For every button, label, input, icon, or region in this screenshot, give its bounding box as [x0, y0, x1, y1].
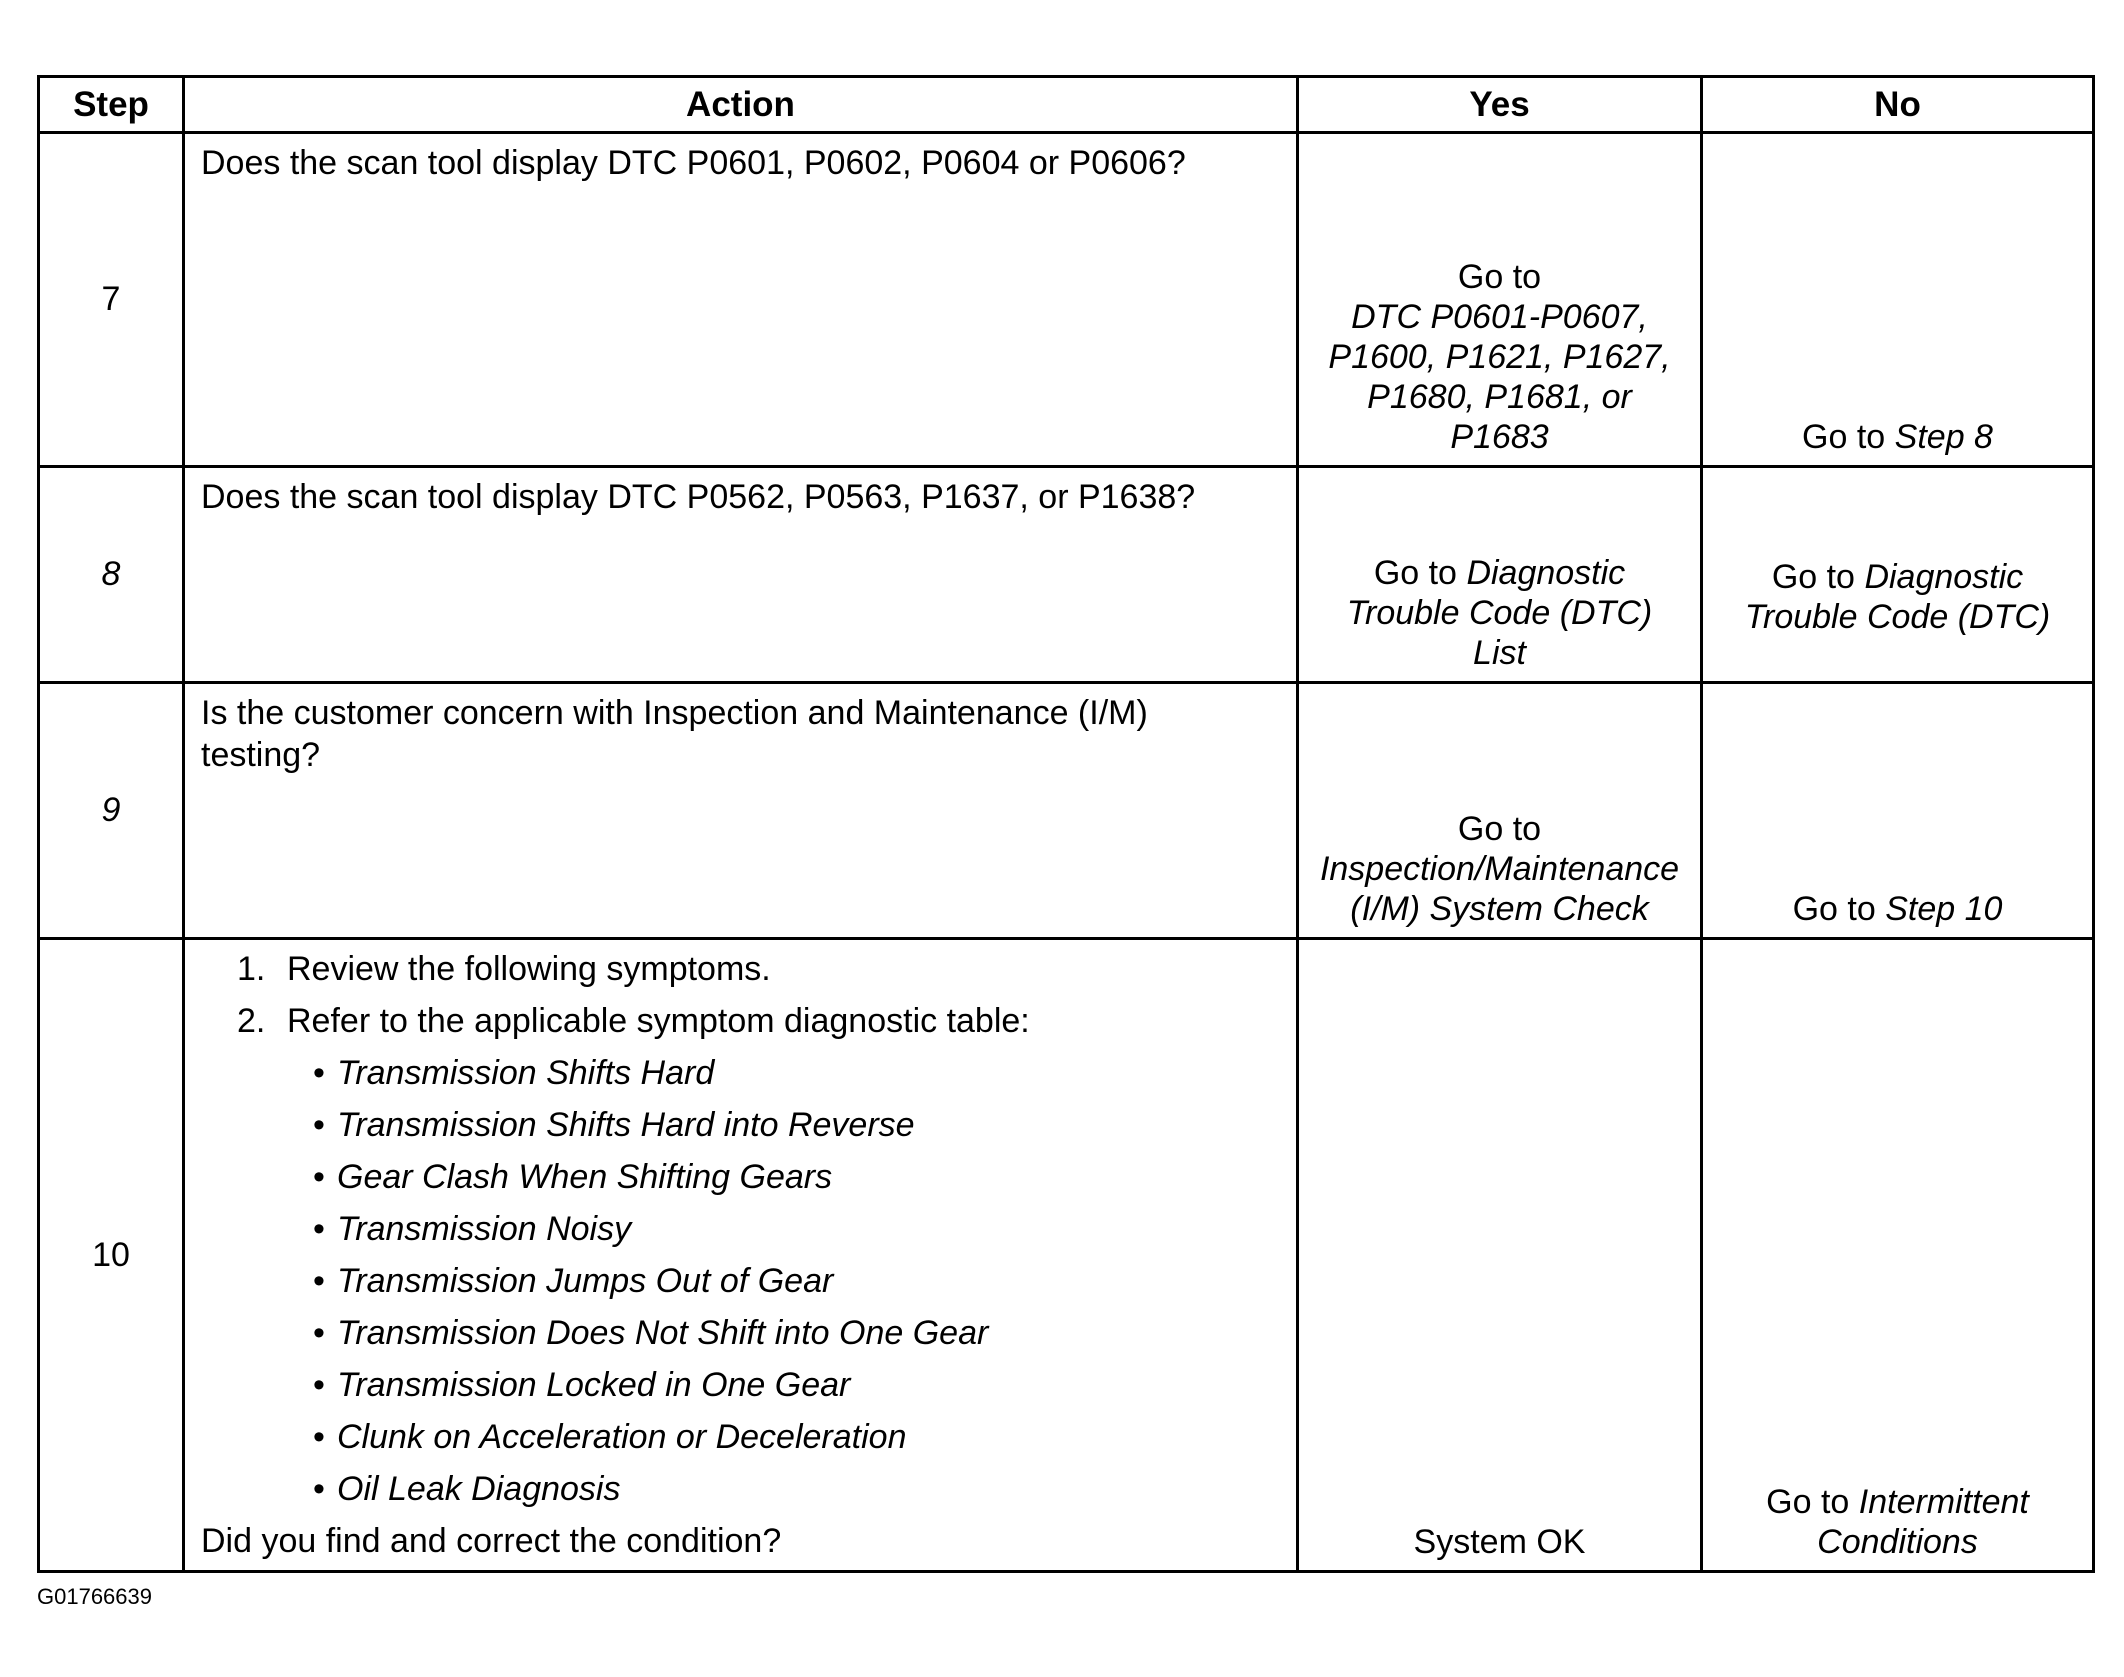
action-cell [184, 939, 1298, 1572]
yes-cell [1298, 133, 1702, 467]
no-cell [1702, 133, 2094, 467]
symptom-item [201, 1104, 1282, 1146]
list-number: 1. [237, 950, 266, 988]
bullet-icon: • [313, 1470, 325, 1508]
table-row-step-9 [39, 683, 2094, 939]
no-cell [1702, 939, 2094, 1572]
no-prefix: Go to [1802, 418, 1886, 456]
symptom-item [201, 1156, 1282, 1198]
yes-prefix: Go to [1457, 810, 1542, 848]
bullet-icon: • [313, 1366, 325, 1404]
symptom-link[interactable]: Transmission Does Not Shift into One Gear [337, 1314, 989, 1352]
no-link-line[interactable]: Conditions [1817, 1523, 1978, 1561]
figure-id: G01766639 [37, 1584, 152, 1609]
bullet-icon: • [313, 1106, 325, 1144]
step-number: 9 [39, 683, 184, 939]
yes-prefix: Go to [1373, 554, 1457, 592]
symptom-item [201, 1208, 1282, 1250]
symptom-link[interactable]: Transmission Locked in One Gear [337, 1366, 851, 1404]
table-row-step-8 [39, 467, 2094, 683]
bullet-icon: • [313, 1054, 325, 1092]
action-cell [184, 133, 1298, 467]
symptom-item [201, 1364, 1282, 1406]
symptom-link[interactable]: Oil Leak Diagnosis [337, 1470, 621, 1508]
column-header-action: Action [184, 77, 1298, 133]
yes-link-line[interactable]: Trouble Code (DTC) [1346, 594, 1653, 632]
bullet-icon: • [313, 1314, 325, 1352]
list-item [201, 1000, 1282, 1042]
symptom-item [201, 1052, 1282, 1094]
symptom-item [201, 1416, 1282, 1458]
action-question: Does the scan tool display DTC P0562, P0563, P1637, or P1638? [201, 478, 1196, 516]
column-header-yes: Yes [1298, 77, 1702, 133]
table-row-step-10 [39, 939, 2094, 1572]
no-cell [1702, 467, 2094, 683]
action-cell [184, 467, 1298, 683]
symptom-item [201, 1312, 1282, 1354]
table-header-row [39, 77, 2094, 133]
symptom-link[interactable]: Transmission Noisy [337, 1210, 632, 1248]
bullet-icon: • [313, 1158, 325, 1196]
yes-link-line[interactable]: Diagnostic [1466, 554, 1626, 592]
action-question-line: testing? [201, 736, 321, 774]
yes-link-line[interactable]: P1600, P1621, P1627, [1328, 338, 1671, 376]
no-prefix: Go to [1792, 890, 1876, 928]
step-number: 7 [39, 133, 184, 467]
no-link[interactable]: Step 8 [1894, 418, 1993, 456]
numbered-instructions [201, 948, 1282, 1042]
symptom-link[interactable]: Transmission Shifts Hard into Reverse [337, 1106, 915, 1144]
no-link-line[interactable]: Diagnostic [1864, 558, 2024, 596]
no-cell [1702, 683, 2094, 939]
yes-prefix: Go to [1457, 258, 1542, 296]
no-prefix: Go to [1766, 1483, 1850, 1521]
bullet-icon: • [313, 1418, 325, 1456]
action-question-line: Is the customer concern with Inspection and Maintenance (I/M) [201, 694, 1148, 732]
column-header-no: No [1702, 77, 2094, 133]
bullet-icon: • [313, 1210, 325, 1248]
yes-link-line[interactable]: DTC P0601-P0607, [1351, 298, 1648, 336]
action-question: Does the scan tool display DTC P0601, P0602, P0604 or P0606? [201, 144, 1186, 182]
step-number: 10 [39, 939, 184, 1572]
yes-link-line[interactable]: Inspection/Maintenance [1319, 850, 1680, 888]
symptom-link[interactable]: Transmission Jumps Out of Gear [337, 1262, 834, 1300]
list-text: Refer to the applicable symptom diagnostic table: [287, 1002, 1030, 1040]
yes-cell [1298, 939, 1702, 1572]
table-row-step-7 [39, 133, 2094, 467]
no-link-line[interactable]: Intermittent [1858, 1483, 2029, 1521]
action-cell [184, 683, 1298, 939]
symptom-link[interactable]: Transmission Shifts Hard [337, 1054, 715, 1092]
symptom-link[interactable]: Clunk on Acceleration or Deceleration [337, 1418, 907, 1456]
yes-link-line[interactable]: (I/M) System Check [1350, 890, 1649, 928]
list-item [201, 948, 1282, 990]
yes-link-line[interactable]: P1683 [1450, 418, 1549, 456]
list-text: Review the following symptoms. [287, 950, 771, 988]
column-header-step: Step [39, 77, 184, 133]
no-link[interactable]: Step 10 [1885, 890, 2003, 928]
symptom-list [201, 1052, 1282, 1510]
list-number: 2. [237, 1002, 266, 1040]
symptom-link[interactable]: Gear Clash When Shifting Gears [337, 1158, 833, 1196]
yes-link-line[interactable]: List [1473, 634, 1526, 672]
diagnostic-table [37, 75, 2095, 1573]
yes-cell [1298, 467, 1702, 683]
symptom-item [201, 1468, 1282, 1510]
yes-result: System OK [1413, 1523, 1586, 1561]
symptom-item [201, 1260, 1282, 1302]
step-number: 8 [39, 467, 184, 683]
action-question: Did you find and correct the condition? [201, 1522, 782, 1560]
yes-cell [1298, 683, 1702, 939]
bullet-icon: • [313, 1262, 325, 1300]
no-prefix: Go to [1771, 558, 1855, 596]
yes-link-line[interactable]: P1680, P1681, or [1367, 378, 1632, 416]
no-link-line[interactable]: Trouble Code (DTC) [1744, 598, 2051, 636]
